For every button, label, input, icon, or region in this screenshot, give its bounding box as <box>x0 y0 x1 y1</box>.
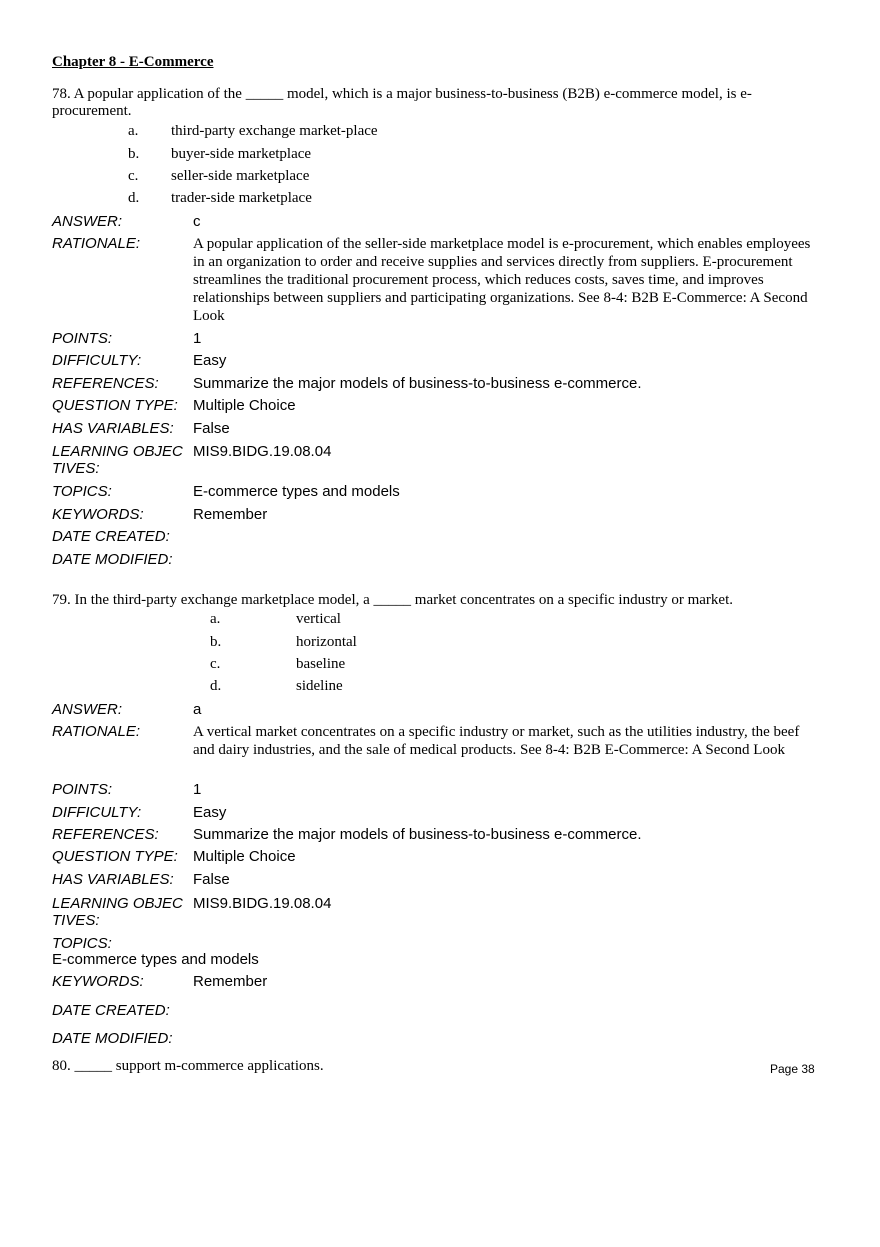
learning-objectives-value: MIS9.BIDG.19.08.04 <box>193 443 332 460</box>
learning-objectives-label: LEARNING OBJEC <box>52 443 183 460</box>
option-letter: a. <box>128 123 139 139</box>
option-text: trader-side marketplace <box>171 190 312 206</box>
option-letter: d. <box>128 190 140 206</box>
points-label: POINTS: <box>52 330 113 347</box>
rationale-text: A vertical market concentrates on a specific industry or market, such as the utilities industry, the beef and dairy industries, and the sale of medical products. See 8-4: B2B E-Commerce: A Second Look <box>193 724 800 758</box>
option-letter: c. <box>210 656 221 672</box>
learning-objectives-value: MIS9.BIDG.19.08.04 <box>193 895 332 912</box>
option-text: horizontal <box>296 634 357 650</box>
option-letter: b. <box>128 146 140 162</box>
date-created-label: DATE CREATED: <box>52 1002 170 1019</box>
option-letter: b. <box>210 634 222 650</box>
date-modified-label: DATE MODIFIED: <box>52 551 173 568</box>
date-modified-label: DATE MODIFIED: <box>52 1030 173 1047</box>
option-letter: c. <box>128 168 139 184</box>
references-value: Summarize the major models of business-to-business e-commerce. <box>193 826 642 843</box>
rationale-label: RATIONALE: <box>52 723 141 740</box>
keywords-label: KEYWORDS: <box>52 506 144 523</box>
topics-value: E-commerce types and models <box>193 483 400 500</box>
answer-label: ANSWER: <box>52 701 123 718</box>
question-type-label: QUESTION TYPE: <box>52 848 178 865</box>
keywords-value: Remember <box>193 506 268 523</box>
option-text: vertical <box>296 611 341 627</box>
references-label: REFERENCES: <box>52 375 159 392</box>
difficulty-label: DIFFICULTY: <box>52 804 142 821</box>
keywords-value: Remember <box>193 973 268 990</box>
question-type-label: QUESTION TYPE: <box>52 397 178 414</box>
has-variables-value: False <box>193 420 230 437</box>
question-type-value: Multiple Choice <box>193 397 296 414</box>
points-value: 1 <box>193 781 202 798</box>
question-80-text: 80. _____ support m-commerce applications. <box>52 1058 324 1074</box>
option-letter: d. <box>210 678 222 694</box>
option-text: sideline <box>296 678 343 694</box>
learning-objectives-label: LEARNING OBJEC <box>52 895 183 912</box>
has-variables-label: HAS VARIABLES: <box>52 871 174 888</box>
answer-value: c <box>193 213 201 230</box>
answer-value: a <box>193 701 202 718</box>
rationale-label: RATIONALE: <box>52 235 141 252</box>
option-text: buyer-side marketplace <box>171 146 312 162</box>
difficulty-label: DIFFICULTY: <box>52 352 142 369</box>
question-text: 78. A popular application of the _____ model, which is a major business-to-business (B2B) e-commerce model, is e-procurement. <box>52 86 752 119</box>
learning-objectives-label-cont: TIVES: <box>52 912 100 929</box>
page-number: Page 38 <box>770 1062 815 1076</box>
points-value: 1 <box>193 330 202 347</box>
topics-label: TOPICS: <box>52 483 112 500</box>
references-label: REFERENCES: <box>52 826 159 843</box>
keywords-label: KEYWORDS: <box>52 973 144 990</box>
rationale-text: A popular application of the seller-side marketplace model is e-procurement, which enables employees in an organization to order and receive supplies and services directly from suppliers. E-procurement streamlines the traditional procurement process, which reduces costs, saves time, and improves relationships between suppliers and participating organizations. See 8-4: B2B E-Commerce: A Second Look <box>193 236 811 324</box>
references-value: Summarize the major models of business-to-business e-commerce. <box>193 375 642 392</box>
difficulty-value: Easy <box>193 804 227 821</box>
points-label: POINTS: <box>52 781 113 798</box>
has-variables-value: False <box>193 871 230 888</box>
topics-value: E-commerce types and models <box>52 951 259 968</box>
topics-label: TOPICS: <box>52 935 112 952</box>
answer-label: ANSWER: <box>52 213 123 230</box>
option-text: seller-side marketplace <box>171 168 310 184</box>
date-created-label: DATE CREATED: <box>52 528 170 545</box>
has-variables-label: HAS VARIABLES: <box>52 420 174 437</box>
difficulty-value: Easy <box>193 352 227 369</box>
chapter-title: Chapter 8 - E-Commerce <box>52 54 214 70</box>
option-text: baseline <box>296 656 346 672</box>
option-text: third-party exchange market-place <box>171 123 378 139</box>
learning-objectives-label-cont: TIVES: <box>52 460 100 477</box>
option-letter: a. <box>210 611 221 627</box>
question-text: 79. In the third-party exchange marketplace model, a _____ market concentrates on a specific industry or market. <box>52 592 733 608</box>
question-type-value: Multiple Choice <box>193 848 296 865</box>
